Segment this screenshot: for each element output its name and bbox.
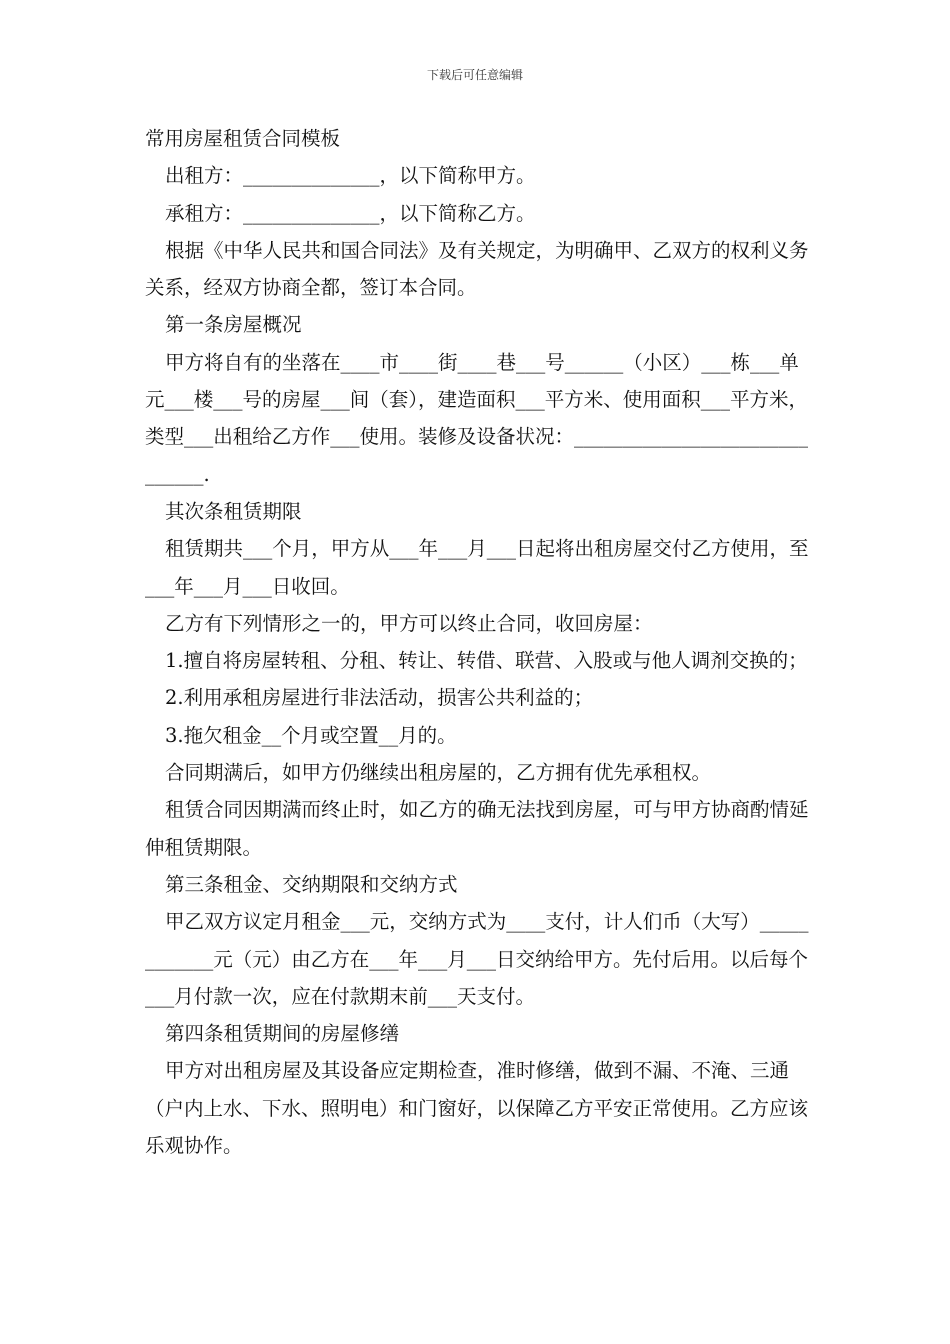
article-2-heading: 其次条租赁期限 [165, 499, 302, 523]
article-2-paragraph: 租赁期共___个月，甲方从___年___月___日起将出租房屋交付乙方使用，至___年___月___日收回。 [145, 537, 809, 598]
termination-item-3: 3.拖欠租金__个月或空置__月的。 [165, 723, 457, 747]
article-4-paragraph: 甲方对出租房屋及其设备应定期检查，准时修缮，做到不漏、不淹、三通（户内上水、下水、照明电）和门窗好，以保障乙方平安正常使用。乙方应该乐观协作。 [145, 1059, 809, 1158]
article-4-heading: 第四条租赁期间的房屋修缮 [165, 1022, 400, 1046]
termination-item-1: 1.擅自将房屋转租、分租、转让、转借、联营、入股或与他人调剂交换的； [165, 649, 808, 673]
termination-intro: 乙方有下列情形之一的，甲方可以终止合同，收回房屋： [165, 611, 653, 635]
lessor-line: 出租方：______________，以下简称甲方。 [165, 164, 536, 188]
article-1-paragraph: 甲方将自有的坐落在____市____街____巷___号______（小区）___栋___单元___楼___号的房屋___间（套），建造面积___平方米、使用面积___平方米，类型___出租给乙方作___使用。装修及设备状况：______________________________. [145, 350, 809, 486]
document-body [145, 120, 810, 1164]
page-header: 下载后可任意编辑 [426, 68, 523, 82]
article-3-heading: 第三条租金、交纳期限和交纳方式 [165, 872, 458, 896]
termination-item-2: 2.利用承租房屋进行非法活动，损害公共利益的； [165, 686, 594, 710]
article-3-paragraph: 甲乙双方议定月租金___元，交纳方式为____支付，计人们币（大写）____________元（元）由乙方在___年___月___日交纳给甲方。先付后用。以后每个___月付款一次，应在付款期末前___天支付。 [145, 910, 809, 1008]
extension-paragraph: 租赁合同因期满而终止时，如乙方的确无法找到房屋，可与甲方协商酌情延伸租赁期限。 [145, 798, 809, 859]
document-title: 常用房屋租赁合同模板 [145, 127, 341, 150]
article-1-heading: 第一条房屋概况 [165, 313, 302, 337]
lessee-line: 承租方：______________，以下简称乙方。 [165, 201, 536, 225]
preamble-paragraph: 根据《中华人民共和国合同法》及有关规定，为明确甲、乙双方的权利义务关系，经双方协商全都，签订本合同。 [145, 238, 809, 300]
renewal-priority-paragraph: 合同期满后，如甲方仍继续出租房屋的，乙方拥有优先承租权。 [165, 761, 712, 785]
